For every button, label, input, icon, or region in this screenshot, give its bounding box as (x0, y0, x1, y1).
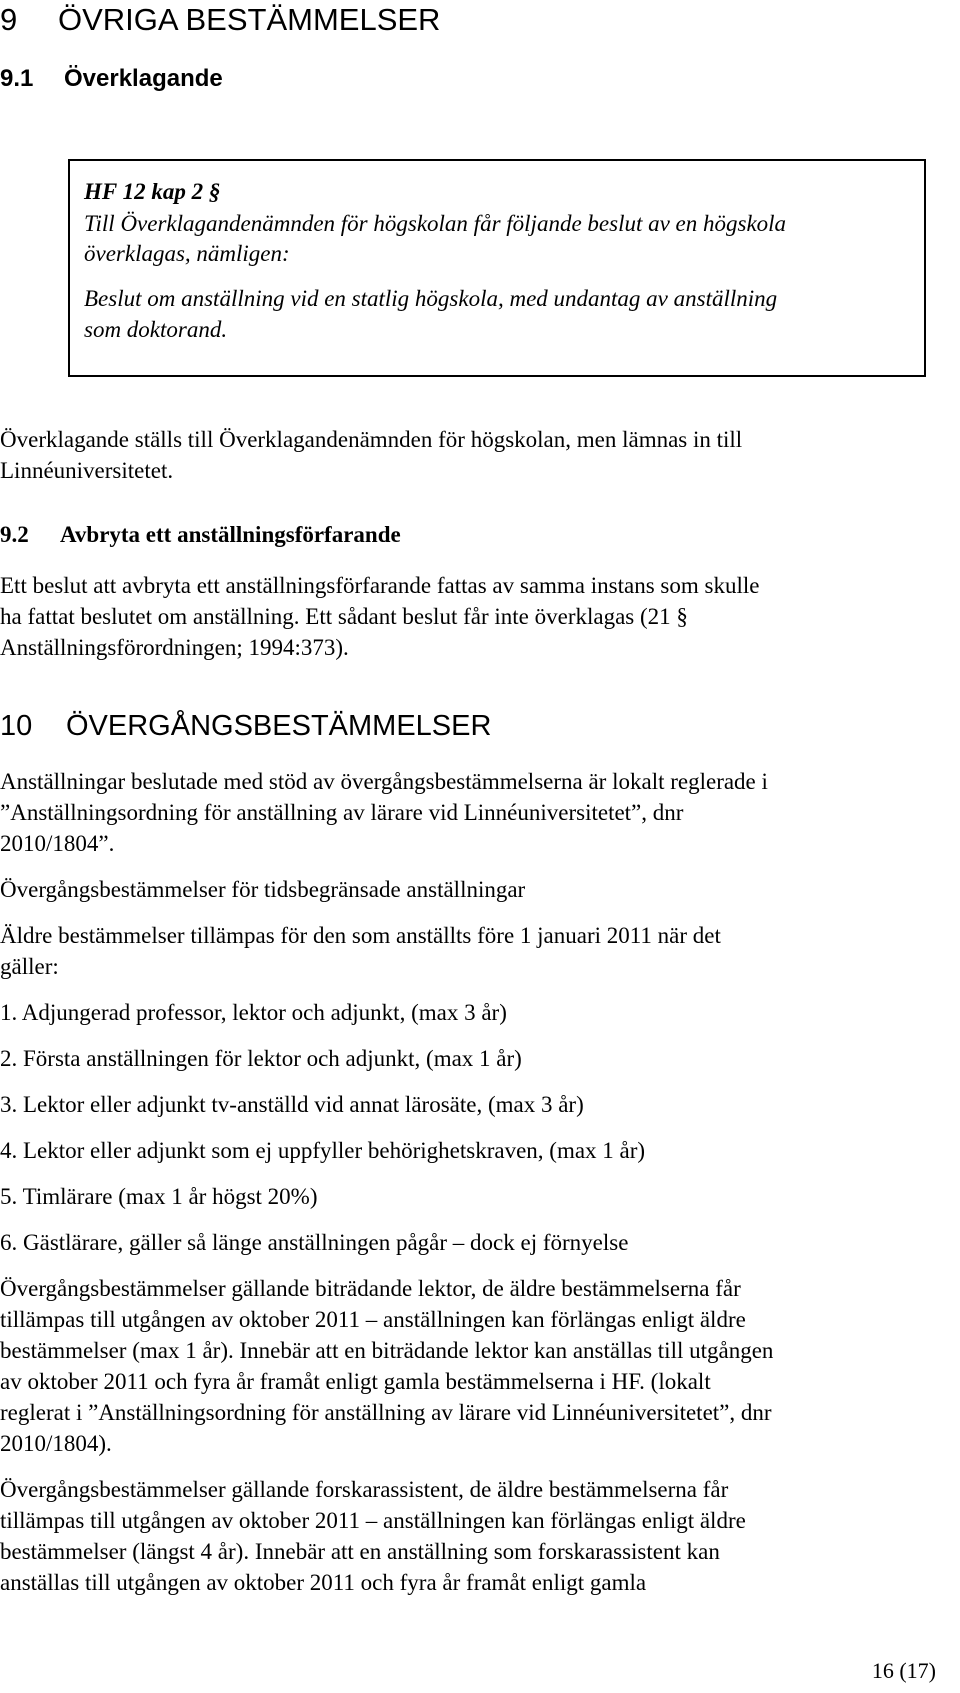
assistant-lecturer-paragraph-line: Övergångsbestämmelser gällande biträdande lektor, de äldre bestämmelserna får (0, 1276, 741, 1301)
list-item: 2. Första anställningen för lektor och adjunkt, (max 1 år) (0, 1046, 522, 1071)
research-assistant-paragraph-line: bestämmelser (längst 4 år). Innebär att en anställning som forskarassistent kan (0, 1539, 720, 1564)
list-item: 3. Lektor eller adjunkt tv-anställd vid annat lärosäte, (max 3 år) (0, 1092, 584, 1117)
quote-line: överklagas, nämligen: (84, 241, 290, 266)
appeal-paragraph-line: Linnéuniversitetet. (0, 458, 174, 483)
section-10-title: ÖVERGÅNGSBESTÄMMELSER (66, 710, 492, 742)
section-9-2-heading (0, 522, 401, 548)
time-limited-subheading: Övergångsbestämmelser för tidsbegränsade anställningar (0, 877, 526, 902)
page-number: 16 (17) (871, 1658, 936, 1683)
appeal-paragraph-line: Överklagande ställs till Överklagandenämnden för högskolan, men lämnas in till (0, 427, 743, 452)
assistant-lecturer-paragraph-line: tillämpas till utgången av oktober 2011 – anställningen kan förlängas enligt äldre (0, 1307, 746, 1332)
legal-quote-box (68, 159, 926, 377)
assistant-lecturer-paragraph-line: 2010/1804). (0, 1431, 112, 1456)
abort-paragraph-line: ha fattat beslutet om anställning. Ett sådant beslut får inte överklagas (21 § (0, 604, 688, 629)
quote-line: Till Överklagandenämnden för högskolan får följande beslut av en högskola (84, 211, 787, 236)
older-rules-paragraph-line: gäller: (0, 954, 59, 979)
assistant-lecturer-paragraph-line: reglerat i ”Anställningsordning för anställning av lärare vid Linnéuniversitetet”, dnr (0, 1400, 772, 1425)
quote-reference: HF 12 kap 2 § (84, 179, 221, 204)
section-9-1-heading (0, 65, 223, 93)
section-10-number: 10 (0, 710, 33, 742)
section-9-heading (0, 2, 440, 38)
research-assistant-paragraph-line: Övergångsbestämmelser gällande forskarassistent, de äldre bestämmelserna får (0, 1477, 729, 1502)
quote-line: Beslut om anställning vid en statlig högskola, med undantag av anställning (84, 286, 778, 311)
abort-paragraph-line: Anställningsförordningen; 1994:373). (0, 635, 349, 660)
section-9-2-title: Avbryta ett anställningsförfarande (60, 522, 401, 547)
section-9-title: ÖVRIGA BESTÄMMELSER (58, 2, 441, 37)
section-10-heading (0, 710, 491, 743)
list-item: 6. Gästlärare, gäller så länge anställningen pågår – dock ej förnyelse (0, 1230, 629, 1255)
quote-line: som doktorand. (84, 317, 228, 342)
list-item: 1. Adjungerad professor, lektor och adjunkt, (max 3 år) (0, 1000, 507, 1025)
transition-paragraph-line: ”Anställningsordning för anställning av lärare vid Linnéuniversitetet”, dnr (0, 800, 684, 825)
list-item: 4. Lektor eller adjunkt som ej uppfyller behörighetskraven, (max 1 år) (0, 1138, 646, 1163)
section-9-2-number: 9.2 (0, 522, 29, 547)
research-assistant-paragraph-line: tillämpas till utgången av oktober 2011 – anställningen kan förlängas enligt äldre (0, 1508, 746, 1533)
transition-paragraph-line: 2010/1804”. (0, 831, 115, 856)
section-9-number: 9 (0, 2, 18, 37)
research-assistant-paragraph-line: anställas till utgången av oktober 2011 och fyra år framåt enligt gamla (0, 1570, 647, 1595)
section-9-1-number: 9.1 (0, 65, 34, 92)
list-item: 5. Timlärare (max 1 år högst 20%) (0, 1184, 318, 1209)
older-rules-paragraph-line: Äldre bestämmelser tillämpas för den som anställts före 1 januari 2011 när det (0, 923, 721, 948)
transition-paragraph-line: Anställningar beslutade med stöd av övergångsbestämmelserna är lokalt reglerade i (0, 769, 768, 794)
abort-paragraph-line: Ett beslut att avbryta ett anställningsförfarande fattas av samma instans som skulle (0, 573, 760, 598)
section-9-1-title: Överklagande (64, 65, 223, 92)
assistant-lecturer-paragraph-line: bestämmelser (max 1 år). Innebär att en biträdande lektor kan anställas till utgången (0, 1338, 774, 1363)
assistant-lecturer-paragraph-line: av oktober 2011 och fyra år framåt enligt gamla bestämmelserna i HF. (lokalt (0, 1369, 711, 1394)
